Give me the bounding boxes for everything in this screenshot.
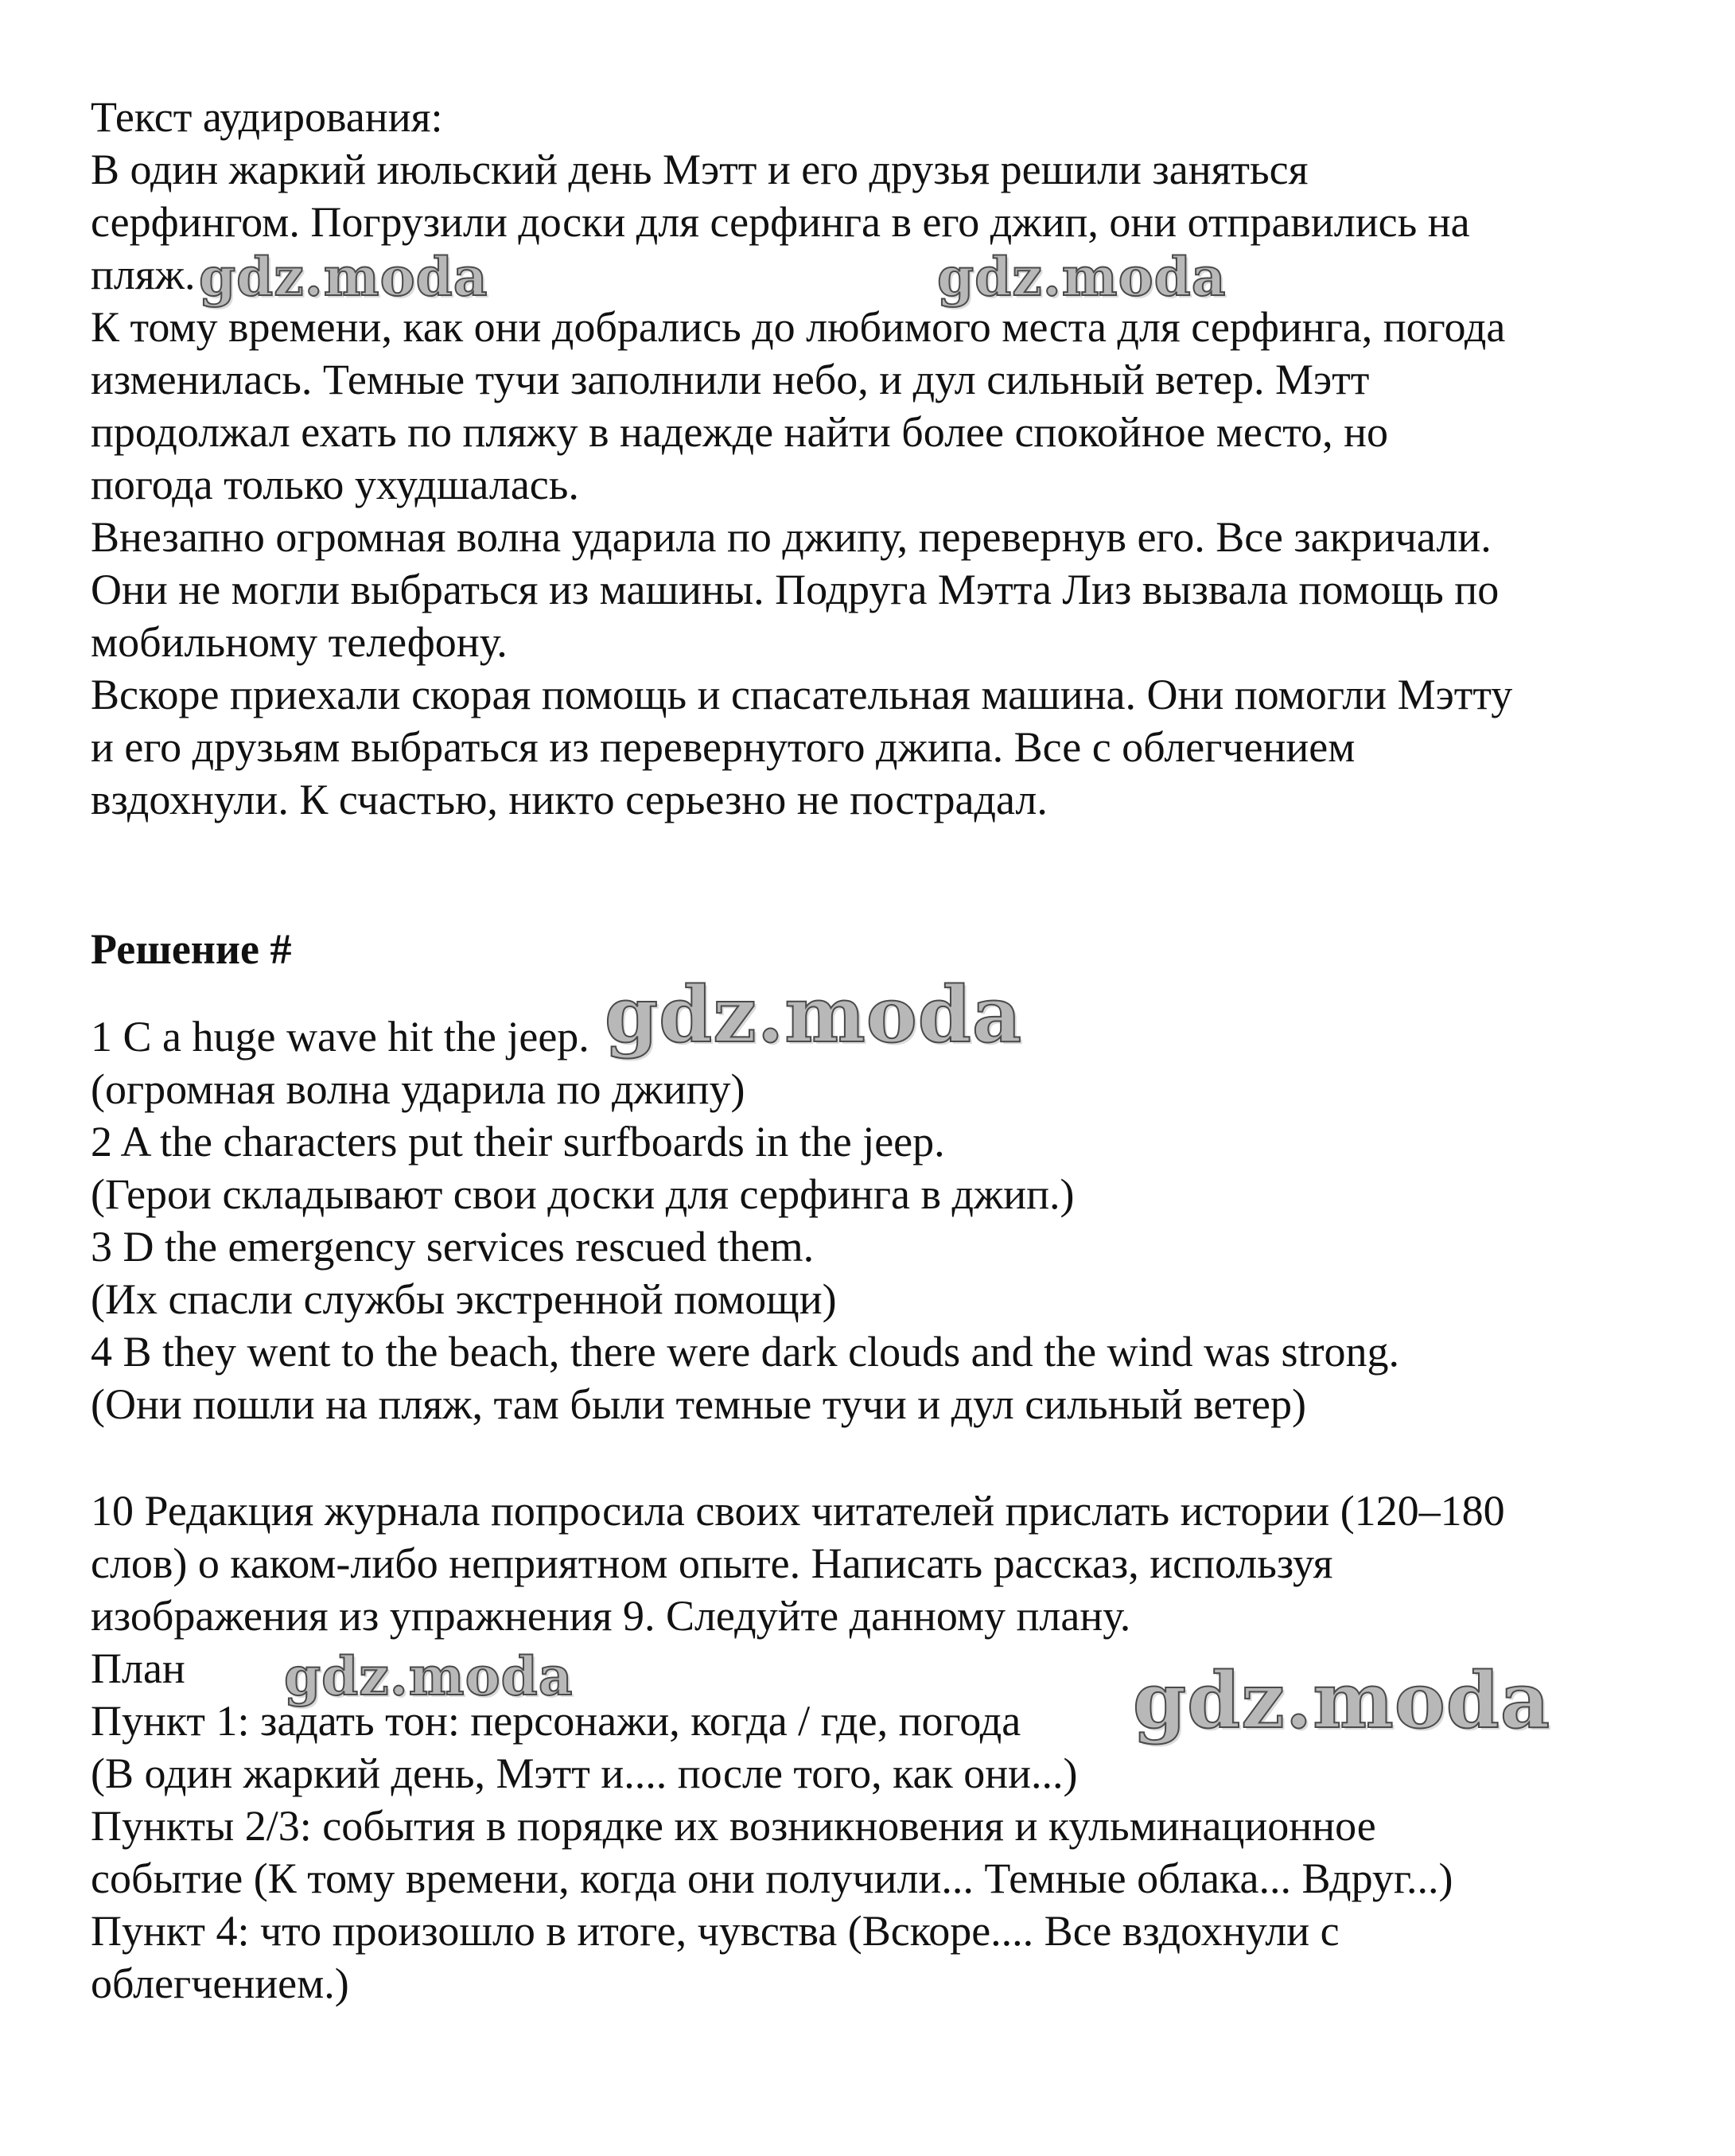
task-line: облегчением.): [91, 1959, 349, 2007]
listening-line: Внезапно огромная волна ударила по джипу, перевернув его. Все закричали.: [91, 513, 1492, 561]
listening-line: погода только ухудшалась.: [91, 461, 579, 508]
listening-line: серфингом. Погрузили доски для серфинга в его джип, они отправились на: [91, 198, 1470, 246]
solution-line: (Герои складывают свои доски для серфинга в джип.): [91, 1170, 1075, 1218]
listening-line: мобильному телефону.: [91, 618, 508, 666]
task-line: Пункт 4: что произошло в итоге, чувства (Вскоре.... Все вздохнули с: [91, 1907, 1340, 1955]
task-line: изображения из упражнения 9. Следуйте данному плану.: [91, 1592, 1131, 1640]
task-line: 10 Редакция журнала попросила своих читателей прислать истории (120–180: [91, 1487, 1505, 1535]
task-line: (В один жаркий день, Мэтт и.... после того, как они...): [91, 1749, 1078, 1797]
listening-line: изменилась. Темные тучи заполнили небо, и дул сильный ветер. Мэтт: [91, 356, 1370, 403]
solution-line: 3 D the emergency services rescued them.: [91, 1223, 815, 1271]
task-line: План: [91, 1644, 185, 1692]
task-line: событие (К тому времени, когда они получили... Темные облака... Вдруг...): [91, 1854, 1453, 1902]
task-line: Пункты 2/3: события в порядке их возникновения и кульминационное: [91, 1802, 1376, 1850]
solution-line: (огромная волна ударила по джипу): [91, 1065, 745, 1113]
solution-line: (Они пошли на пляж, там были темные тучи и дул сильный ветер): [91, 1380, 1306, 1428]
listening-line: В один жаркий июльский день Мэтт и его друзья решили заняться: [91, 146, 1309, 193]
listening-line: и его друзьям выбраться из перевернутого джипа. Все с облегчением: [91, 723, 1356, 771]
listening-line: пляж.: [91, 251, 196, 298]
solution-line: (Их спасли службы экстренной помощи): [91, 1275, 837, 1323]
watermark: gdz.moda: [605, 970, 1023, 1060]
watermark: gdz.moda: [284, 1645, 574, 1707]
listening-line: продолжал ехать по пляжу в надежде найти более спокойное место, но: [91, 408, 1388, 456]
watermark: gdz.moda: [199, 246, 488, 308]
task-line: слов) о каком-либо неприятном опыте. Написать рассказ, используя: [91, 1539, 1333, 1587]
solution-line: 4 B they went to the beach, there were dark clouds and the wind was strong.: [91, 1328, 1400, 1376]
watermark: gdz.moda: [937, 246, 1227, 308]
listening-line: К тому времени, как они добрались до любимого места для серфинга, погода: [91, 303, 1506, 351]
listening-line: Они не могли выбраться из машины. Подруга Мэтта Лиз вызвала помощь по: [91, 566, 1500, 613]
listening-line: Вскоре приехали скорая помощь и спасательная машина. Они помогли Мэтту: [91, 671, 1513, 718]
solution-line: 1 C a huge wave hit the jeep.: [91, 1013, 589, 1060]
solution-heading: Решение #: [91, 925, 292, 973]
listening-line: вздохнули. К счастью, никто серьезно не пострадал.: [91, 776, 1048, 823]
listening-heading: Текст аудирования:: [91, 93, 443, 141]
task-line: Пункт 1: задать тон: персонажи, когда / где, погода: [91, 1697, 1021, 1745]
solution-line: 2 A the characters put their surfboards in the jeep.: [91, 1118, 945, 1166]
watermark: gdz.moda: [1133, 1656, 1551, 1745]
